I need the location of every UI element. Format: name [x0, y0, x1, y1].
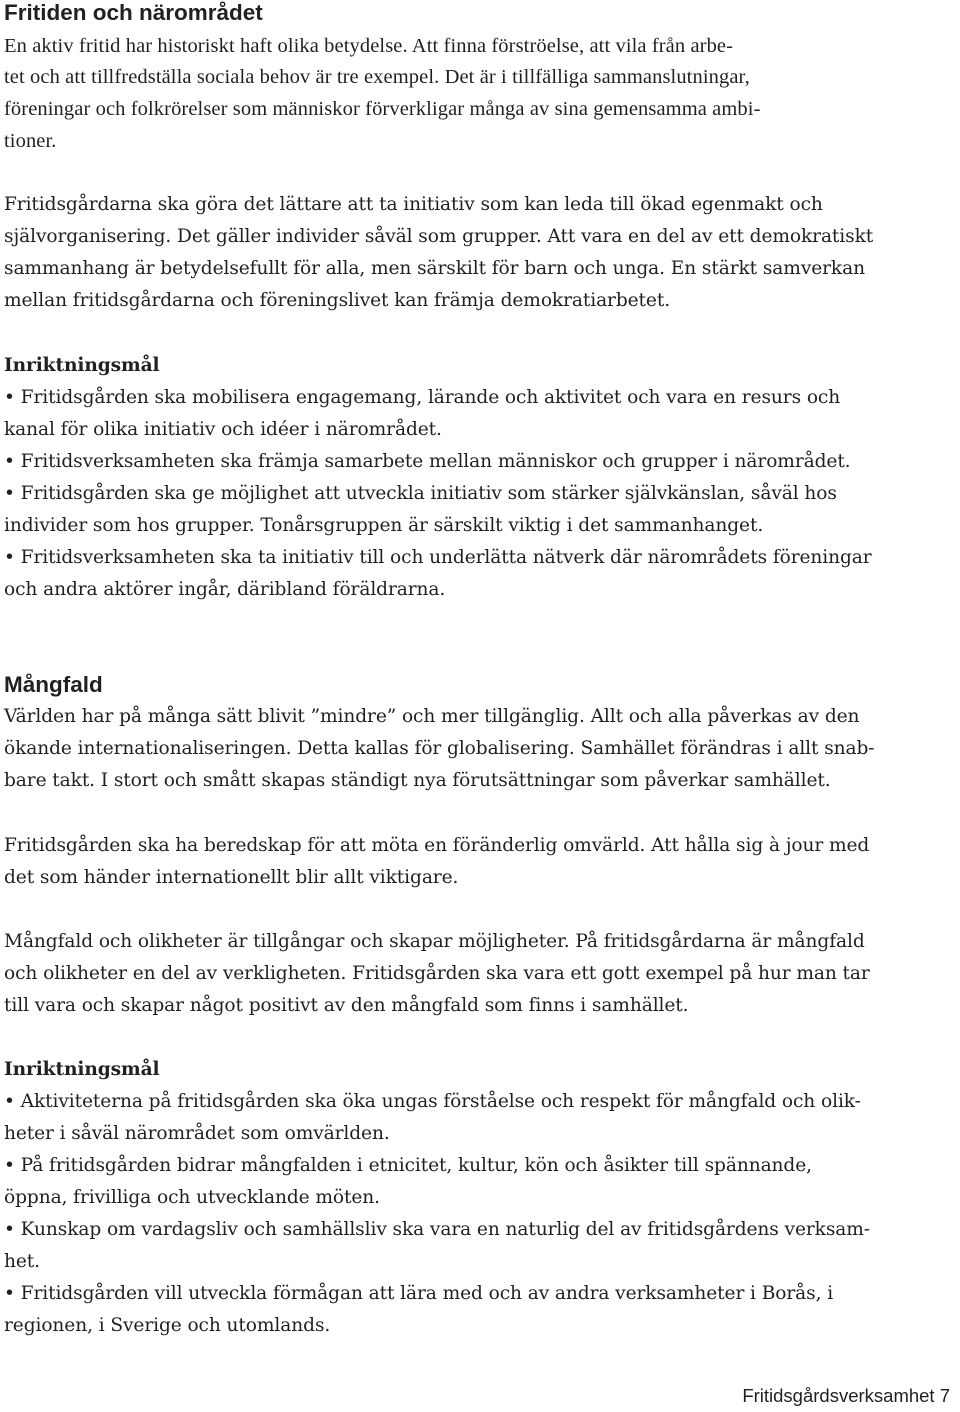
- paragraph-line: tet och att tillfredställa sociala behov är tre exempel. Det är i tillfälliga sammanslutningar,: [4, 66, 750, 88]
- paragraph-line: En aktiv fritid har historiskt haft olika betydelse. Att finna förströelse, att vila från arbe-: [4, 35, 734, 57]
- section-heading-fritiden: Fritiden och närområdet: [4, 0, 263, 25]
- bullet-line: • Aktiviteterna på fritidsgården ska öka ungas förståelse och respekt för mångfald och olik-: [4, 1091, 861, 1112]
- subheading-inriktningsmal: Inriktningsmål: [4, 355, 160, 376]
- paragraph-line: självorganisering. Det gäller individer såväl som grupper. Att vara en del av ett demokratiskt: [4, 226, 874, 247]
- bullet-line: • Fritidsverksamheten ska ta initiativ till och underlätta nätverk där närområdets föreningar: [4, 547, 872, 568]
- subheading-inriktningsmal: Inriktningsmål: [4, 1059, 160, 1080]
- section-heading-mangfald: Mångfald: [4, 672, 103, 697]
- paragraph-line: tioner.: [4, 130, 57, 152]
- paragraph-line: Världen har på många sätt blivit ”mindre” och mer tillgänglig. Allt och alla påverkas av den: [4, 706, 860, 727]
- paragraph-line: det som händer internationellt blir allt viktigare.: [4, 867, 459, 888]
- paragraph-line: föreningar och folkrörelser som människor förverkligar många av sina gemensamma ambi-: [4, 98, 761, 120]
- bullet-line: • Fritidsgården ska ge möjlighet att utveckla initiativ som stärker självkänslan, såväl hos: [4, 483, 837, 504]
- bullet-line: och andra aktörer ingår, däribland föräldrarna.: [4, 579, 446, 600]
- paragraph-line: mellan fritidsgårdarna och föreningslivet kan främja demokratiarbetet.: [4, 290, 671, 311]
- bullet-line: • Fritidsverksamheten ska främja samarbete mellan människor och grupper i närområdet.: [4, 451, 851, 472]
- paragraph-line: sammanhang är betydelsefullt för alla, men särskilt för barn och unga. En stärkt samverkan: [4, 258, 865, 279]
- bullet-line: • Fritidsgården vill utveckla förmågan att lära med och av andra verksamheter i Borås, i: [4, 1283, 834, 1304]
- bullet-line: • Kunskap om vardagsliv och samhällsliv ska vara en naturlig del av fritidsgårdens verksam-: [4, 1219, 870, 1240]
- paragraph-line: Fritidsgårdarna ska göra det lättare att ta initiativ som kan leda till ökad egenmakt och: [4, 194, 823, 215]
- bullet-line: regionen, i Sverige och utomlands.: [4, 1315, 331, 1336]
- paragraph-line: Fritidsgården ska ha beredskap för att möta en föränderlig omvärld. Att hålla sig à jour med: [4, 835, 870, 856]
- bullet-line: heter i såväl närområdet som omvärlden.: [4, 1123, 390, 1144]
- bullet-line: öppna, frivilliga och utvecklande möten.: [4, 1187, 380, 1208]
- bullet-line: kanal för olika initiativ och idéer i närområdet.: [4, 419, 442, 440]
- paragraph-line: Mångfald och olikheter är tillgångar och skapar möjligheter. På fritidsgårdarna är mångfald: [4, 931, 865, 952]
- page-footer: Fritidsgårdsverksamhet 7: [742, 1385, 950, 1406]
- paragraph-line: och olikheter en del av verkligheten. Fritidsgården ska vara ett gott exempel på hur man tar: [4, 963, 870, 984]
- bullet-line: • På fritidsgården bidrar mångfalden i etnicitet, kultur, kön och åsikter till spännande,: [4, 1155, 812, 1176]
- paragraph-line: till vara och skapar något positivt av den mångfald som finns i samhället.: [4, 995, 689, 1016]
- bullet-line: het.: [4, 1251, 40, 1272]
- paragraph-line: bare takt. I stort och smått skapas ständigt nya förutsättningar som påverkar samhället.: [4, 770, 831, 791]
- paragraph-line: ökande internationaliseringen. Detta kallas för globalisering. Samhället förändras i allt snab-: [4, 738, 875, 759]
- bullet-line: • Fritidsgården ska mobilisera engagemang, lärande och aktivitet och vara en resurs och: [4, 387, 841, 408]
- bullet-line: individer som hos grupper. Tonårsgruppen är särskilt viktig i det sammanhanget.: [4, 515, 764, 536]
